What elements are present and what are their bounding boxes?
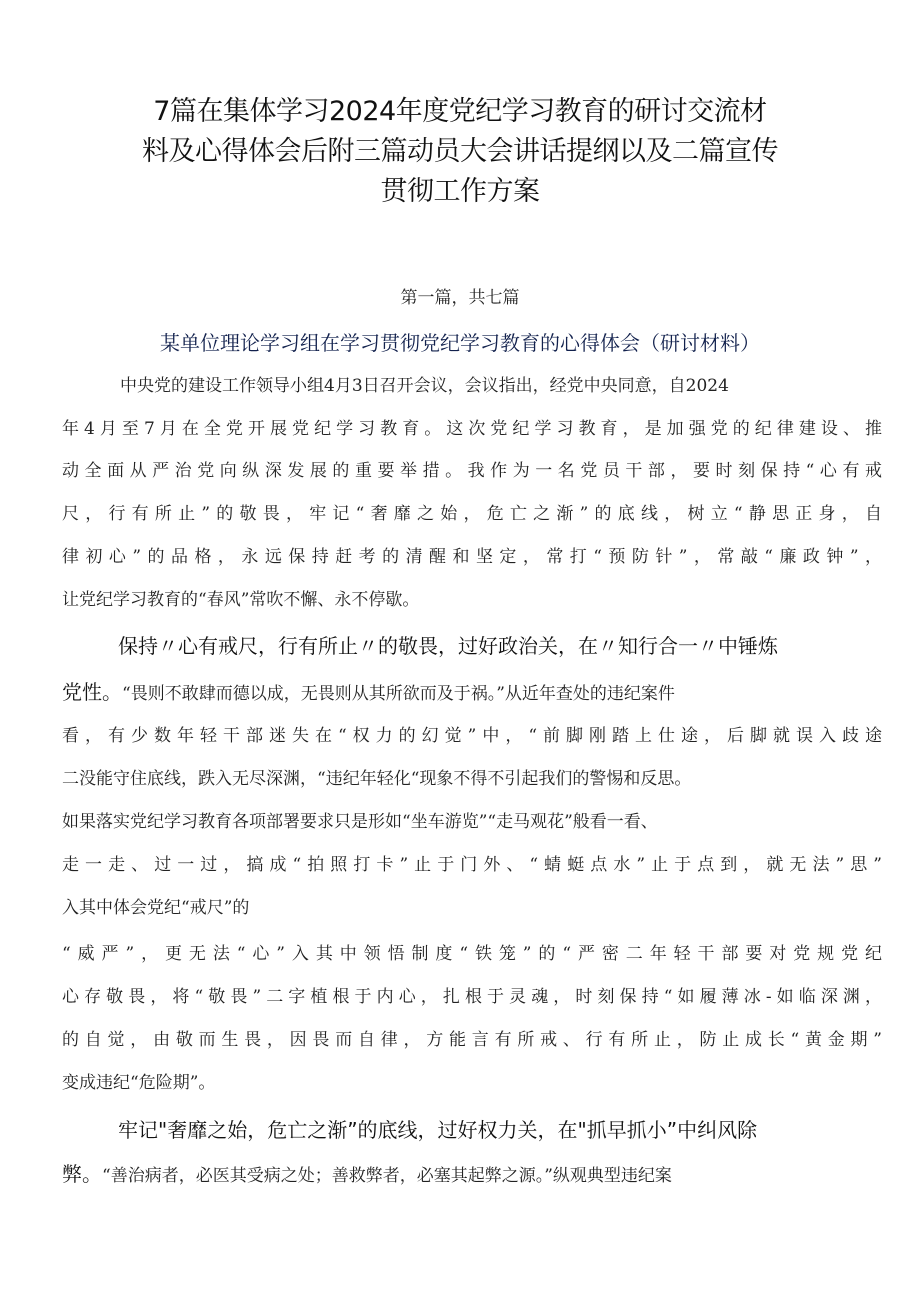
part-label: 第一篇，共七篇 [400, 288, 520, 308]
intro-line: 尺，行有所止”的敬畏，牢记“奢靡之始，危亡之渐”的底线，树立“静思正身，自 [62, 504, 882, 524]
body-line: 走一走、过一过，搞成“拍照打卡”止于门外、“蜻蜓点水”止于点到，就无法”思” [62, 855, 882, 875]
body-line: 的自觉，由敬而生畏，因畏而自律，方能言有所戒、行有所止，防止成长“黄金期” [62, 1030, 882, 1050]
title-line: 贯彻工作方案 [380, 176, 540, 207]
section-heading: 牢记"奢靡之始，危亡之渐”的底线，过好权力关，在"抓早抓小”中纠风除 [118, 1118, 758, 1142]
body-line: 入其中体会党纪“戒尺”的 [62, 898, 250, 918]
body-text: “善治病者，必医其受病之处；善救弊者，必塞其起弊之源。”纵观典型违纪案 [102, 1166, 672, 1186]
body-line: 变成违纪“危险期”。 [62, 1073, 216, 1093]
body-line: 如果落实党纪学习教育各项部署要求只是形如“坐车游览”“走马观花”般看一看、 [62, 812, 658, 832]
section-heading-tail: 弊。 [62, 1162, 102, 1186]
title-line: 7篇在集体学习2024年度党纪学习教育的研讨交流材 [153, 96, 767, 127]
body-text: “畏则不敢肆而德以成，无畏则从其所欲而及于祸。”从近年查处的违纪案件 [122, 684, 675, 704]
section-heading: 保持〃心有戒尺，行有所止〃的敬畏，过好政治关，在〃知行合一〃中锤炼 [118, 634, 778, 658]
section-heading-tail: 党性。 [62, 680, 122, 704]
intro-line: 年4月至7月在全党开展党纪学习教育。这次党纪学习教育，是加强党的纪律建设、推 [62, 419, 882, 439]
intro-line: 让党纪学习教育的“春风”常吹不懈、永不停歇。 [62, 590, 420, 610]
body-line: 心存敬畏，将“敬畏”二字植根于内心，扎根于灵魂，时刻保持“如履薄冰-如临深渊， [62, 987, 882, 1007]
section-heading-line [62, 678, 882, 708]
intro-line: 中央党的建设工作领导小组4月3日召开会议，会议指出，经党中央同意，自2024 [120, 376, 729, 396]
article-subtitle: 某单位理论学习组在学习贯彻党纪学习教育的心得体会（研讨材料） [160, 331, 760, 355]
document-title [90, 92, 830, 212]
intro-line: 动全面从严治党向纵深发展的重要举措。我作为一名党员干部，要时刻保持“心有戒 [62, 461, 882, 481]
body-line: 二没能守住底线，跌入无尽深渊，“违纪年轻化“现象不得不引起我们的警惕和反思。 [62, 769, 692, 789]
title-line: 料及心得体会后附三篇动员大会讲话提纲以及二篇宣传 [142, 136, 778, 167]
body-line: 看，有少数年轻干部迷失在“权力的幻觉”中，“前脚刚踏上仕途，后脚就误入歧途 [62, 726, 882, 746]
intro-line: 律初心”的品格，永远保持赶考的清醒和坚定，常打“预防针”，常敲“廉政钟”， [62, 547, 882, 567]
body-line: “威严”，更无法“心”入其中领悟制度“铁笼”的“严密二年轻干部要对党规党纪 [62, 944, 882, 964]
section-heading-line [62, 1160, 882, 1190]
